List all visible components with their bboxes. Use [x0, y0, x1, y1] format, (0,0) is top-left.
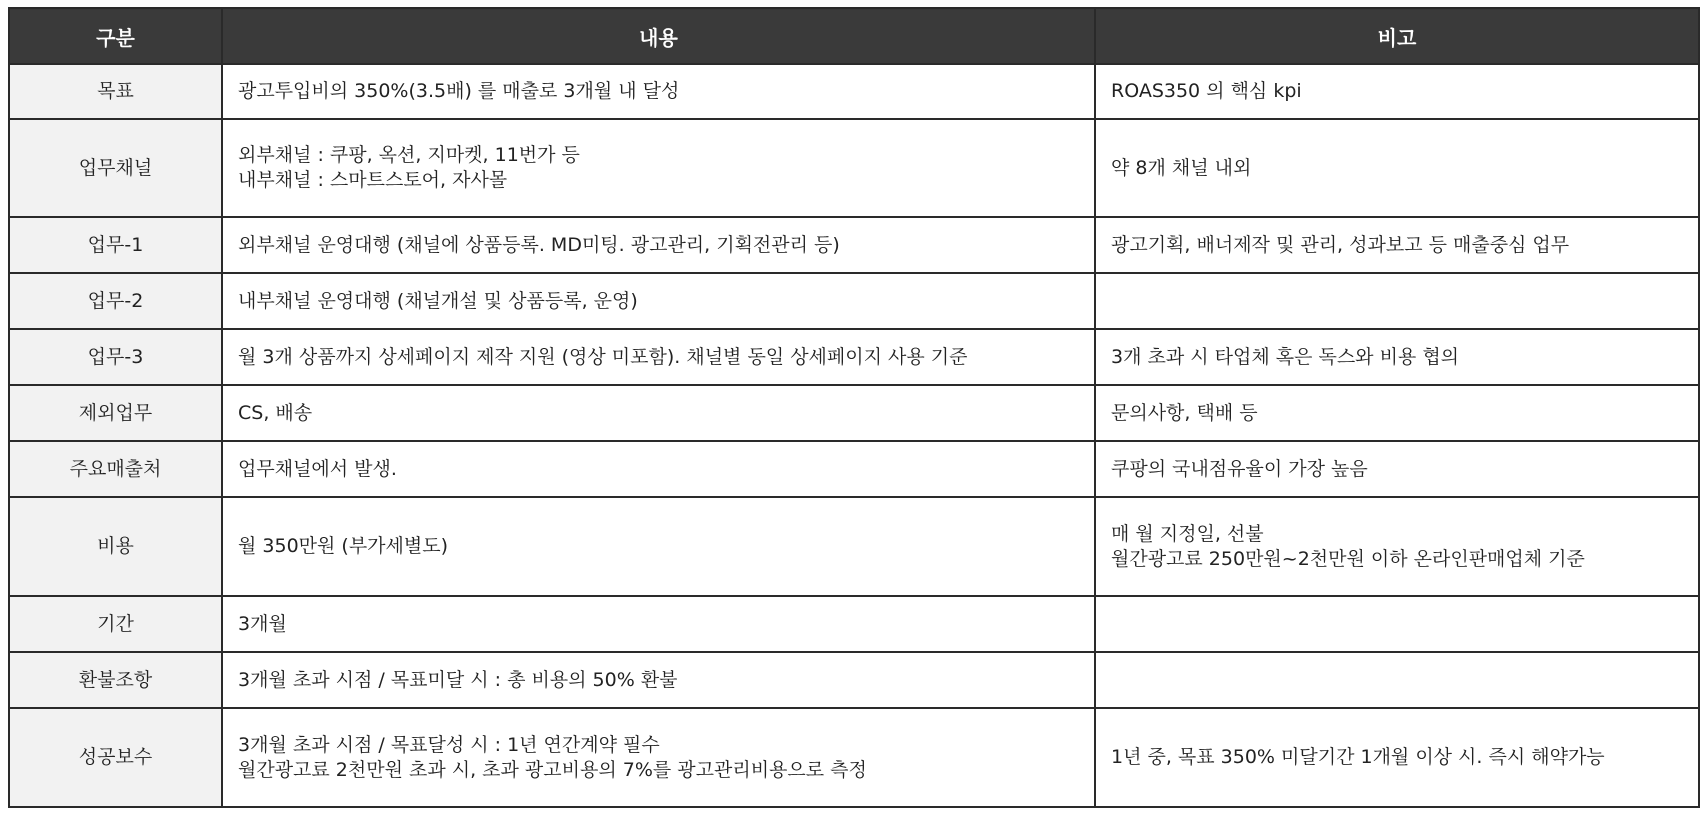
content-line: CS, 배송 — [238, 401, 313, 424]
table-row — [9, 441, 1699, 497]
content-line: 3개월 초과 시점 / 목표미달 시 : 총 비용의 50% 환불 — [238, 668, 678, 691]
row-content — [222, 64, 1095, 119]
header-content: 내용 — [222, 8, 1095, 64]
row-content — [222, 217, 1095, 273]
content-line: 월 3개 상품까지 상세페이지 제작 지원 (영상 미포함). 채널별 동일 상세페이지 사용 기준 — [238, 345, 968, 368]
row-category: 업무-3 — [9, 329, 222, 385]
table-row — [9, 385, 1699, 441]
table-row — [9, 273, 1699, 329]
row-content — [222, 497, 1095, 596]
row-note — [1095, 441, 1699, 497]
row-content — [222, 329, 1095, 385]
content-line: 광고투입비의 350%(3.5배) 를 매출로 3개월 내 달성 — [238, 80, 680, 102]
note-line: 1년 중, 목표 350% 미달기간 1개월 이상 시. 즉시 해약가능 — [1111, 746, 1605, 768]
row-content — [222, 119, 1095, 217]
note-line: 광고기획, 배너제작 및 관리, 성과보고 등 매출중심 업무 — [1111, 233, 1570, 256]
row-category: 업무채널 — [9, 119, 222, 217]
row-note — [1095, 64, 1699, 119]
row-note — [1095, 596, 1699, 652]
row-note — [1095, 119, 1699, 217]
contract-summary-table-wrapper — [8, 7, 1698, 808]
table-row — [9, 119, 1699, 217]
table-row — [9, 497, 1699, 596]
content-line: 월 350만원 (부가세별도) — [238, 535, 449, 557]
row-content — [222, 652, 1095, 708]
row-note — [1095, 217, 1699, 273]
row-category: 성공보수 — [9, 708, 222, 807]
header-category: 구분 — [9, 8, 222, 64]
note-line: ROAS350 의 핵심 kpi — [1111, 80, 1302, 102]
content-line: 3개월 — [238, 612, 287, 635]
row-category: 환불조항 — [9, 652, 222, 708]
row-note — [1095, 497, 1699, 596]
row-note — [1095, 652, 1699, 708]
row-category: 업무-2 — [9, 273, 222, 329]
row-category: 제외업무 — [9, 385, 222, 441]
row-note — [1095, 329, 1699, 385]
note-line: 문의사항, 택배 등 — [1111, 401, 1258, 424]
row-content — [222, 385, 1095, 441]
table-row — [9, 652, 1699, 708]
row-content — [222, 708, 1095, 807]
contract-summary-table — [8, 7, 1700, 808]
note-line: 쿠팡의 국내점유율이 가장 높음 — [1111, 457, 1368, 480]
note-line: 월간광고료 250만원~2천만원 이하 온라인판매업체 기준 — [1111, 547, 1585, 570]
row-note — [1095, 273, 1699, 329]
content-line: 내부채널 운영대행 (채널개설 및 상품등록, 운영) — [238, 289, 638, 312]
row-category: 비용 — [9, 497, 222, 596]
content-line: 외부채널 : 쿠팡, 옥션, 지마켓, 11번가 등 — [238, 144, 580, 166]
table-row — [9, 64, 1699, 119]
content-line: 3개월 초과 시점 / 목표달성 시 : 1년 연간계약 필수 — [238, 733, 660, 756]
content-line: 월간광고료 2천만원 초과 시, 초과 광고비용의 7%를 광고관리비용으로 측정 — [238, 758, 867, 781]
row-category: 업무-1 — [9, 217, 222, 273]
row-note — [1095, 708, 1699, 807]
row-content — [222, 596, 1095, 652]
content-line: 내부채널 : 스마트스토어, 자사몰 — [238, 169, 508, 191]
row-content — [222, 441, 1095, 497]
table-row — [9, 329, 1699, 385]
table-row — [9, 217, 1699, 273]
note-line: 약 8개 채널 내외 — [1111, 156, 1252, 179]
row-category: 기간 — [9, 596, 222, 652]
row-category: 주요매출처 — [9, 441, 222, 497]
header-note: 비고 — [1095, 8, 1699, 64]
table-row — [9, 708, 1699, 807]
content-line: 외부채널 운영대행 (채널에 상품등록. MD미팅. 광고관리, 기획전관리 등) — [238, 233, 840, 256]
note-line: 3개 초과 시 타업체 혹은 독스와 비용 협의 — [1111, 345, 1460, 368]
table-row — [9, 596, 1699, 652]
note-line: 매 월 지정일, 선불 — [1111, 522, 1264, 545]
row-category: 목표 — [9, 64, 222, 119]
content-line: 업무채널에서 발생. — [238, 457, 397, 480]
row-note — [1095, 385, 1699, 441]
table-header-row — [9, 8, 1699, 64]
row-content — [222, 273, 1095, 329]
